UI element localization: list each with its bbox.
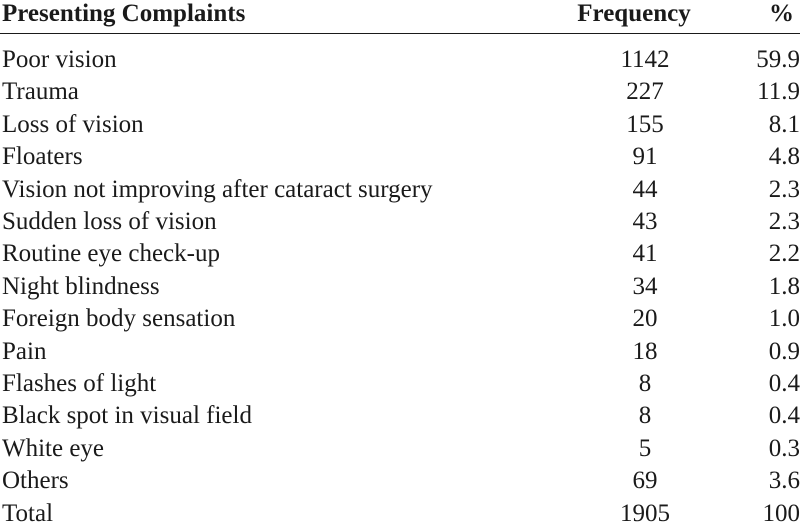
percent-cell: 59.9 [720,34,800,77]
table-row [0,400,800,432]
complaint-cell: Loss of vision [0,109,540,141]
percent-cell: 0.3 [720,433,800,465]
header-percent: % [720,0,800,34]
table-row [0,141,800,173]
table-row [0,109,800,141]
percent-cell: 0.4 [720,368,800,400]
complaint-cell: Poor vision [0,34,540,77]
complaint-cell: Black spot in visual field [0,400,540,432]
percent-cell: 100 [720,498,800,530]
table-row [0,368,800,400]
percent-cell: 4.8 [720,141,800,173]
frequency-cell: 5 [540,433,720,465]
frequency-cell: 41 [540,238,720,270]
frequency-cell: 227 [540,76,720,108]
complaint-cell: Trauma [0,76,540,108]
frequency-cell: 91 [540,141,720,173]
frequency-cell: 1142 [540,34,720,77]
frequency-cell: 43 [540,206,720,238]
percent-cell: 3.6 [720,465,800,497]
complaint-cell: Pain [0,336,540,368]
percent-cell: 11.9 [720,76,800,108]
complaint-cell: White eye [0,433,540,465]
header-row [0,0,800,34]
percent-cell: 8.1 [720,109,800,141]
frequency-cell: 8 [540,400,720,432]
frequency-cell: 1905 [540,498,720,530]
table-row [0,433,800,465]
table-row [0,238,800,270]
complaint-cell: Routine eye check-up [0,238,540,270]
complaint-cell: Total [0,498,540,530]
complaint-cell: Sudden loss of vision [0,206,540,238]
percent-cell: 2.3 [720,174,800,206]
table-row [0,174,800,206]
frequency-cell: 44 [540,174,720,206]
complaint-cell: Floaters [0,141,540,173]
table-row [0,498,800,530]
frequency-cell: 34 [540,271,720,303]
frequency-cell: 155 [540,109,720,141]
complaint-cell: Others [0,465,540,497]
frequency-cell: 18 [540,336,720,368]
table-body [0,34,800,530]
complaint-cell: Flashes of light [0,368,540,400]
table-row [0,336,800,368]
header-presenting-complaints: Presenting Complaints [0,0,540,34]
table-row [0,465,800,497]
frequency-cell: 69 [540,465,720,497]
complaint-cell: Vision not improving after cataract surgery [0,174,540,206]
complaint-cell: Night blindness [0,271,540,303]
header-frequency: Frequency [540,0,720,34]
frequency-cell: 8 [540,368,720,400]
table-row [0,34,800,77]
complaint-cell: Foreign body sensation [0,303,540,335]
table-row [0,303,800,335]
percent-cell: 2.3 [720,206,800,238]
percent-cell: 0.4 [720,400,800,432]
table-row [0,206,800,238]
table-row [0,76,800,108]
percent-cell: 2.2 [720,238,800,270]
table-row [0,271,800,303]
percent-cell: 1.8 [720,271,800,303]
percent-cell: 1.0 [720,303,800,335]
percent-cell: 0.9 [720,336,800,368]
frequency-cell: 20 [540,303,720,335]
table-header [0,0,800,34]
